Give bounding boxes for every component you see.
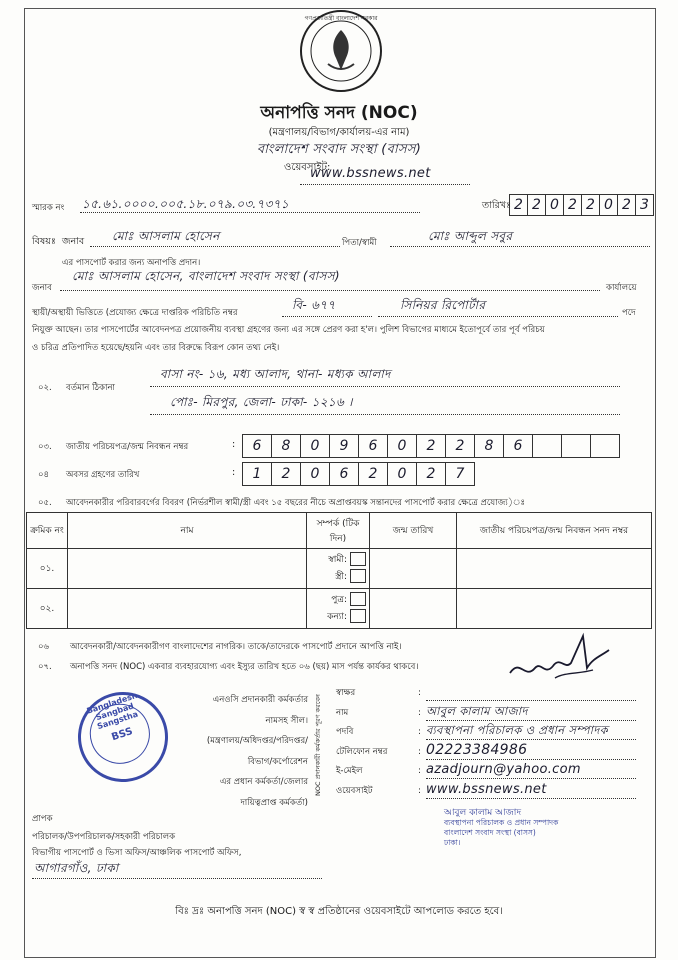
- note6-number: ০৬: [38, 642, 50, 652]
- authority-field-labels: স্বাক্ষর নাম পদবি টেলিফোন নম্বর ই-মেইল ওয়েবসাইট: [336, 688, 388, 796]
- recipient-label: প্রাপক: [32, 814, 53, 824]
- body-janab: জনাব: [32, 283, 52, 293]
- page-subtitle: (মন্ত্রণালয়/বিভাগ/কার্যালয়-এর নাম): [268, 127, 410, 138]
- ref-number: ১৫.৬১.০০০০.০০৫.১৮.০৭৯.০৩.৭৩৭১: [82, 197, 289, 211]
- col-relation: সম্পর্ক (টিক দিন): [307, 513, 370, 549]
- note7-text: অনাপত্তি সনদ (NOC) একবার ব্যবহারযোগ্য এবং ইস্যুর তারিখ হতে ০৬ (ছয়) মাস পর্যন্ত কার্যকর থাকবে।: [70, 662, 419, 672]
- item4-label: অবসর গ্রহণের তারিখ: [66, 470, 140, 480]
- table-row: ০২. পুত্র: কন্যা:: [27, 589, 652, 629]
- nid-boxes: 6 8 0 9 6 0 2 2 8 6: [243, 434, 620, 458]
- website-value: www.bssnews.net: [310, 166, 431, 181]
- footer-note: বিঃ দ্রঃ অনাপত্তি সনদ (NOC) স্ব স্ব প্রতিষ্ঠানের ওয়েবসাইটে আপলোড করতে হবে।: [175, 906, 503, 917]
- bss-stamp-icon: Bangladesh Sangbad Sangstha BSS: [66, 680, 179, 793]
- official-id: বি- ৬৭৭: [292, 298, 336, 312]
- address-line-1: বাসা নং- ১৬, মধ্য আলাদ, থানা- মধ্যক আলাদ: [160, 367, 391, 381]
- body-paragraph-2: ও চরিত্র প্রতিপাদিত হয়েছে/হয়নি এবং তার বিরুদ্ধে বিরূপ কোন তথ্য নেই।: [32, 343, 280, 353]
- item5-label: আবেদনকারীর পরিবারবর্গের বিবরণ (নির্ভরশীল স্বামী/স্ত্রী এবং ১৫ বছরের নীচে অপ্রাপ্তবয়স্ক সন্তানদের পাসপোর্ট করার ক্ষেত্রে প্রযোজ্য)ঃ: [66, 498, 526, 508]
- item3-label: জাতীয় পরিচয়পত্র/জন্ম নিবন্ধন নম্বর: [66, 442, 189, 452]
- ref-label: স্মারক নং: [32, 203, 65, 213]
- government-seal-icon: [298, 8, 384, 94]
- address-line-2: পোঃ- মিরপুর, জেলা- ঢাকা- ১২১৬ ।: [170, 395, 353, 409]
- name-stamp: আবুল কালাম আজাদ ব্যবস্থাপনা পরিচালক ও প্রধান সম্পাদক বাংলাদেশ সংবাদ সংস্থা (বাসস) ঢাকা।: [444, 808, 559, 847]
- website-label: ওয়েবসাইট:: [284, 162, 331, 173]
- subject-line2: এর পাসপোর্ট করার জন্য অনাপত্তি প্রদান।: [62, 258, 201, 268]
- vertical-note: NOC প্রদানকারী কর্মকর্তার পূরণ করবেন: [314, 694, 322, 796]
- recipient-line-1: পরিচালক/উপপরিচালক/সহকারী পরিচালক: [32, 832, 176, 842]
- col-nid: জাতীয় পরিচয়পত্র/জন্ম নিবন্ধন সনদ নম্বর: [457, 513, 652, 549]
- father-name: মোঃ আব্দুল সবুর: [428, 229, 513, 243]
- item2-number: ০২.: [38, 383, 52, 393]
- col-dob: জন্ম তারিখ: [370, 513, 457, 549]
- item2-label: বর্তমান ঠিকানা: [66, 383, 115, 393]
- org-name: বাংলাদেশ সংবাদ সংস্থা (বাসস): [256, 142, 422, 157]
- col-name: নাম: [68, 513, 307, 549]
- recipient-place: আগারগাঁও, ঢাকা: [34, 861, 119, 875]
- note7-number: ০৭.: [38, 662, 52, 672]
- family-table: [26, 512, 652, 629]
- recipient-line-2: বিভাগীয় পাসপোর্ট ও ভিসা অফিস/আঞ্চলিক পাসপোর্ট অফিস,: [32, 848, 242, 858]
- col-serial: ক্রমিক নং: [27, 513, 68, 549]
- item3-number: ০৩.: [38, 442, 52, 452]
- seal-text: গণপ্রজাতন্ত্রী বাংলাদেশ সরকার: [304, 15, 378, 22]
- item5-number: ০৫.: [38, 498, 52, 508]
- authority-field-values: আবুল কালাম আজাদ ব্যবস্থাপনা পরিচালক ও প্রধান সম্পাদক 02223384986 azadjourn@yahoo.com www.bssnews.net: [426, 703, 608, 797]
- authority-left-block: এনওসি প্রদানকারী কর্মকর্তার নামসহ সীল। (মন্ত্রণালয়/অধিদপ্তর/পরিদপ্তর/ বিভাগ/কর্পোরেশন এর প্রধান কর্মকর্তা/জেলার দায়িত্বপ্রাপ্ত কর্মকর্তা): [206, 695, 308, 808]
- office-label: কার্যালয়ে: [606, 283, 637, 293]
- permanent-label: স্থায়ী/অস্থায়ী ভিত্তিতে (প্রযোজ্য ক্ষেত্রে দাপ্তরিক পরিচিতি নম্বর: [32, 308, 238, 318]
- son-checkbox[interactable]: [350, 592, 366, 606]
- body-paragraph-1: নিযুক্ত আছেন। তার পাসপোর্টের আবেদনপত্র প্রয়োজনীয় ব্যবস্থা গ্রহণের জন্য এর সঙ্গে প্রেরণ করা হ'ল। পুলিশ বিভাগের মাধ্যমে ইতোপূর্বে তার পূর্ব পরিচয়: [32, 325, 545, 335]
- subject-janab: জনাব: [62, 236, 85, 247]
- subject-label: বিষয়ঃ: [32, 236, 56, 247]
- date-label: তারিখঃ: [482, 200, 512, 211]
- father-label: পিতা/স্বামী: [342, 238, 377, 248]
- retirement-date-boxes: 1 2 0 6 2 0 2 7: [243, 462, 475, 486]
- wife-checkbox[interactable]: [350, 569, 366, 583]
- husband-checkbox[interactable]: [350, 552, 366, 566]
- item4-number: ০৪: [38, 470, 50, 480]
- applicant-office: মোঃ আসলাম হোসেন, বাংলাদেশ সংবাদ সংস্থা (বাসস): [72, 269, 340, 283]
- issue-date-boxes: 2 2 0 2 2 0 2 3: [510, 194, 654, 216]
- page-title: অনাপত্তি সনদ (NOC): [260, 103, 418, 123]
- note6-text: আবেদনকারী/আবেদনকারীগণ বাংলাদেশের নাগরিক। তাকে/তাদেরকে পাসপোর্ট প্রদানে আপত্তি নাই।: [70, 642, 402, 652]
- daughter-checkbox[interactable]: [350, 609, 366, 623]
- designation: সিনিয়র রিপোর্টার: [400, 298, 486, 312]
- applicant-name: মোঃ আসলাম হোসেন: [112, 229, 220, 243]
- post-label: পদে: [622, 308, 636, 318]
- table-row: ০১. স্বামী: স্ত্রী:: [27, 549, 652, 589]
- signature-icon: [505, 628, 615, 688]
